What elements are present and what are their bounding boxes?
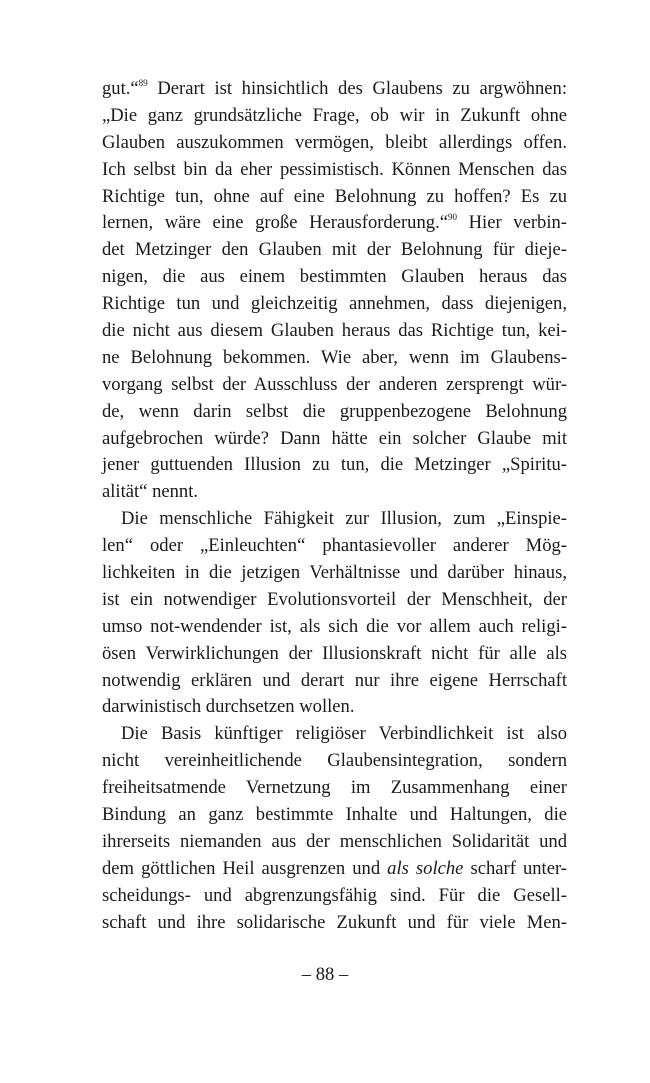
text-segment: Hier verbin- (456, 212, 567, 234)
text-line (102, 883, 567, 910)
text-segment: de, wenn darin selbst die gruppenbezogene Belohnung (102, 400, 567, 422)
text-line (102, 184, 567, 211)
text-line (102, 76, 567, 103)
text-segment: len“ oder „Einleuchten“ phantasievoller anderer Mög- (102, 535, 567, 557)
text-segment: Richtige tun, ohne auf eine Belohnung zu hoffen? Es zu (102, 185, 567, 207)
text-line (102, 668, 567, 695)
text-line (102, 587, 567, 614)
footnote-reference: 89 (138, 78, 148, 88)
text-segment: Bindung an ganz bestimmte Inhalte und Haltungen, die (102, 804, 567, 826)
text-line (102, 641, 567, 668)
text-segment: ihrerseits niemanden aus der menschlichen Solidarität und (102, 830, 567, 852)
text-line (102, 345, 567, 372)
text-line (102, 910, 567, 937)
text-segment: lichkeiten in die jetzigen Verhältnisse und darüber hinaus, (102, 562, 567, 584)
text-segment: jener guttuenden Illusion zu tun, die Metzinger „Spiritu- (102, 454, 567, 476)
text-segment: Derart ist hinsichtlich des Glaubens zu argwöhnen: (147, 78, 567, 99)
text-line (102, 721, 567, 748)
text-line (102, 479, 567, 506)
text-segment: vorgang selbst der Ausschluss der anderen zersprengt wür- (102, 373, 567, 395)
text-line (102, 748, 567, 775)
text-line (102, 694, 567, 721)
text-segment: det Metzinger den Glauben mit der Belohnung für dieje- (102, 239, 567, 261)
text-line (102, 210, 567, 237)
text-line (102, 426, 567, 453)
text-segment: Die Basis künftiger religiöser Verbindlichkeit ist also (121, 723, 567, 745)
text-line (102, 157, 567, 184)
text-segment: Richtige tun und gleichzeitig annehmen, dass diejenigen, (102, 293, 567, 315)
text-line (102, 802, 567, 829)
text-line (102, 506, 567, 533)
text-segment: ösen Verwirklichungen der Illusionskraft nicht für alle als (102, 642, 567, 664)
text-segment: Die menschliche Fähigkeit zur Illusion, zum „Einspie- (121, 508, 567, 530)
text-line (102, 533, 567, 560)
text-segment: freiheitsatmende Vernetzung im Zusammenhang einer (102, 777, 567, 799)
page-body (102, 76, 567, 937)
text-segment: schaft und ihre solidarische Zukunft und für viele Men- (102, 911, 567, 933)
text-line (102, 399, 567, 426)
text-line (102, 103, 567, 130)
text-segment: ist ein notwendiger Evolutionsvorteil der Menschheit, der (102, 588, 567, 610)
text-segment: darwinistisch durchsetzen wollen. (102, 696, 355, 718)
text-line (102, 560, 567, 587)
text-segment: „Die ganz grundsätzliche Frage, ob wir in Zukunft ohne (102, 104, 567, 126)
text-line (102, 264, 567, 291)
text-segment: notwendig erklären und derart nur ihre eigene Herrschaft (102, 669, 567, 691)
text-line (102, 318, 567, 345)
text-segment: gut.“ (102, 78, 139, 99)
text-segment: scheidungs- und abgrenzungsfähig sind. Für die Gesell- (102, 884, 567, 906)
text-line (102, 775, 567, 802)
text-segment: alität“ nennt. (102, 481, 199, 503)
text-line (102, 291, 567, 318)
text-segment: die nicht aus diesem Glauben heraus das Richtige tun, kei- (102, 320, 567, 342)
footnote-reference: 90 (447, 212, 457, 223)
page-number: – 88 – (301, 964, 349, 985)
text-line (102, 452, 567, 479)
text-segment: nigen, die aus einem bestimmten Glauben heraus das (102, 266, 567, 288)
text-segment: aufgebrochen würde? Dann hätte ein solcher Glaube mit (102, 427, 567, 449)
text-segment: umso not-wendender ist, als sich die vor allem auch religi- (102, 615, 567, 637)
italic-text: als solche (387, 857, 464, 879)
text-segment: Ich selbst bin da eher pessimistisch. Können Menschen das (102, 158, 567, 180)
text-segment: dem göttlichen Heil ausgrenzen und (102, 857, 388, 879)
text-line (102, 372, 567, 399)
text-line (102, 614, 567, 641)
text-segment: lernen, wäre eine große Herausforderung.“ (102, 212, 448, 234)
text-line (102, 237, 567, 264)
text-segment: nicht vereinheitlichende Glaubensintegration, sondern (102, 750, 567, 772)
text-line (102, 829, 567, 856)
text-line (102, 856, 567, 883)
text-segment: Glauben auszukommen vermögen, bleibt allerdings offen. (102, 131, 567, 153)
text-segment: ne Belohnung bekommen. Wie aber, wenn im Glaubens- (102, 346, 567, 368)
text-segment: scharf unter- (463, 857, 567, 879)
text-line (102, 130, 567, 157)
